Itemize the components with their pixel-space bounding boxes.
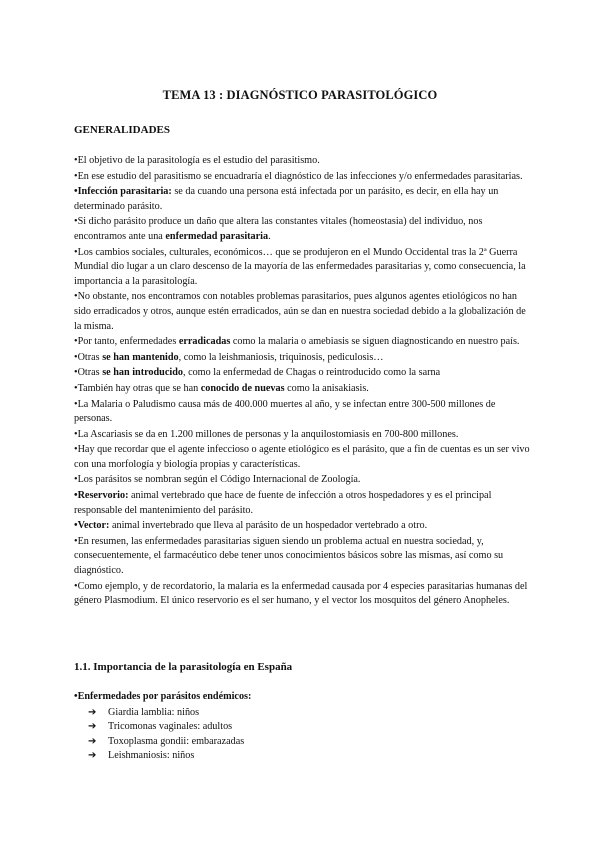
paragraph bbox=[74, 443, 530, 472]
list-item-text: Tricomonas vaginales: adultos bbox=[108, 721, 233, 733]
endemic-diseases-list bbox=[74, 706, 530, 764]
paragraph bbox=[74, 489, 530, 518]
paragraph-text: •En ese estudio del parasitismo se encuadraría el diagnóstico de las infecciones y/o enfermedades parasitarias. bbox=[74, 170, 523, 182]
arrow-icon: ➔ bbox=[88, 750, 97, 762]
paragraph bbox=[74, 580, 530, 609]
list-item bbox=[88, 706, 530, 721]
paragraph bbox=[74, 246, 530, 290]
paragraph bbox=[74, 351, 530, 366]
bold-term: enfermedad parasitaria bbox=[165, 230, 269, 242]
paragraph-text: •Los cambios sociales, culturales, económicos… que se produjeron en el Mundo Occidental tras la 2ª Guerra Mundial dio lugar a un claro descenso de la mayoría de las enfermedades parasitarias y, como consecuencia, la importancia a la parasitología. bbox=[74, 246, 526, 287]
bold-term: se han mantenido bbox=[102, 351, 179, 363]
paragraph bbox=[74, 398, 530, 427]
arrow-icon: ➔ bbox=[88, 735, 97, 747]
paragraph bbox=[74, 535, 530, 579]
list-item-text: Toxoplasma gondii: embarazadas bbox=[108, 735, 245, 747]
arrow-icon: ➔ bbox=[88, 721, 97, 733]
list-item-text: Giardia lamblia: niños bbox=[108, 706, 200, 718]
generalidades-body bbox=[74, 154, 530, 610]
paragraph bbox=[74, 366, 530, 381]
paragraph-text: animal vertebrado que hace de fuente de infección a otros hospedadores y es el principal responsable del mantenimiento del parásito. bbox=[74, 490, 492, 516]
endemic-diseases-block bbox=[74, 690, 530, 764]
generalidades-heading: GENERALIDADES bbox=[74, 124, 170, 136]
section-1-1-heading: 1.1. Importancia de la parasitología en España bbox=[74, 661, 293, 673]
bold-term: •Reservorio: bbox=[74, 490, 129, 502]
paragraph-text: •Si dicho parásito produce un daño que altera las constantes vitales (homeostasia) del individuo, nos encontramos ante una bbox=[74, 216, 483, 242]
paragraph bbox=[74, 215, 530, 244]
list-item bbox=[88, 735, 530, 750]
list-item-text: Leishmaniosis: niños bbox=[108, 750, 195, 762]
paragraph bbox=[74, 335, 530, 350]
paragraph bbox=[74, 170, 530, 185]
paragraph-text: •También hay otras que se han bbox=[74, 382, 201, 394]
bold-term: •Vector: bbox=[74, 520, 110, 532]
paragraph-text: •Hay que recordar que el agente infeccioso o agente etiológico es el parásito, que a fin de cuentas es un ser vivo con una morfología y biología propias y características. bbox=[74, 444, 530, 470]
paragraph-text: •Como ejemplo, y de recordatorio, la malaria es la enfermedad causada por 4 especies parasitarias humanas del género Plasmodium. El único reservorio es el ser humano, y el vector los mosquitos del género Anopheles. bbox=[74, 580, 528, 607]
bold-term: se han introducido bbox=[102, 367, 183, 379]
paragraph-text: animal invertebrado que lleva al parásito de un hospedador vertebrado a otro. bbox=[109, 520, 428, 532]
paragraph-text: . bbox=[268, 230, 271, 242]
paragraph-text: como la malaria o amebiasis se siguen diagnosticando en nuestro país. bbox=[230, 336, 520, 348]
paragraph bbox=[74, 290, 530, 334]
bold-term: conocido de nuevas bbox=[200, 382, 285, 394]
paragraph-text: , como la enfermedad de Chagas o reintroducido como la sarna bbox=[182, 367, 441, 379]
bold-term: erradicadas bbox=[178, 336, 231, 348]
paragraph-text: •Por tanto, enfermedades bbox=[74, 336, 179, 348]
paragraph bbox=[74, 382, 530, 397]
paragraph bbox=[74, 519, 530, 534]
bold-term: •Infección parasitaria: bbox=[74, 186, 172, 198]
paragraph-text: , como la leishmaniosis, triquinosis, pediculosis… bbox=[178, 351, 384, 363]
paragraph-text: •Otras bbox=[74, 367, 103, 379]
paragraph-text: se da cuando una persona está infectada por un parásito, es decir, en ella hay un determinado parásito. bbox=[74, 186, 499, 212]
paragraph bbox=[74, 473, 530, 488]
paragraph bbox=[74, 428, 530, 443]
paragraph-text: •El objetivo de la parasitología es el estudio del parasitismo. bbox=[74, 155, 320, 166]
paragraph-text: •La Ascariasis se da en 1.200 millones de personas y la anquilostomiasis en 700-800 millones. bbox=[74, 428, 459, 440]
list-item bbox=[88, 749, 530, 764]
paragraph bbox=[74, 154, 530, 169]
endemic-diseases-intro: •Enfermedades por parásitos endémicos: bbox=[74, 691, 252, 702]
arrow-icon: ➔ bbox=[88, 706, 97, 718]
list-item bbox=[88, 720, 530, 735]
paragraph-text: •En resumen, las enfermedades parasitarias siguen siendo un problema actual en nuestra sociedad, y, consecuentemente, el farmacéutico debe tener unos conocimientos básicos sobre las mismas, así como su diagnóstico. bbox=[74, 535, 504, 577]
paragraph-text: •Los parásitos se nombran según el Código Internacional de Zoología. bbox=[74, 474, 361, 486]
page-title: TEMA 13 : DIAGNÓSTICO PARASITOLÓGICO bbox=[162, 88, 438, 102]
paragraph bbox=[74, 185, 530, 214]
paragraph-text: •La Malaria o Paludismo causa más de 400.000 muertes al año, y se infectan entre 300-500 millones de personas. bbox=[74, 398, 496, 425]
paragraph-text: •No obstante, nos encontramos con notables problemas parasitarios, pues algunos agentes etiológicos no han sido erradicados y otros, aunque estén erradicados, aún se dan en nuestra sociedad debido a la globalización de la misma. bbox=[74, 291, 526, 332]
paragraph-text: como la anisakiasis. bbox=[284, 382, 369, 394]
paragraph-text: •Otras bbox=[74, 351, 103, 363]
